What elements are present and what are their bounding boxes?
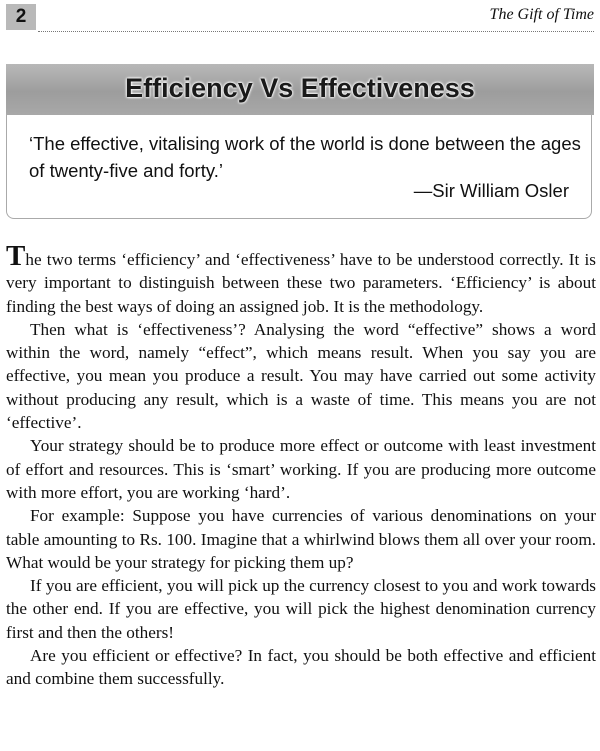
paragraph bbox=[6, 240, 596, 318]
book-title: The Gift of Time bbox=[489, 6, 594, 23]
quote-text: ‘The effective, vitalising work of the world is done between the ages of twenty-five and forty.’ bbox=[29, 133, 581, 181]
paragraph: Your strategy should be to produce more effect or outcome with least investment of effort and resources. This is ‘smart’ working. If you are producing more outcome with more effort, you are working ‘hard’. bbox=[6, 436, 596, 502]
paragraph: For example: Suppose you have currencies of various denominations on your table amounting to Rs. 100. Imagine that a whirlwind blows them all over your room. What would be your strategy for picking them up? bbox=[6, 506, 596, 572]
section-title: Efficiency Vs Effectiveness bbox=[125, 73, 475, 103]
header-divider bbox=[38, 31, 594, 32]
paragraph-text: he two terms ‘efficiency’ and ‘effectiveness’ have to be understood correctly. It is very important to distinguish between these two parameters. ‘Efficiency’ is about finding the best ways of doing an assigned job. It is the methodology. bbox=[6, 250, 596, 316]
paragraph: If you are efficient, you will pick up the currency closest to you and work towards the other end. If you are effective, you will pick the highest denomination currency first and then the others! bbox=[6, 576, 596, 642]
quote-author: —Sir William Osler bbox=[413, 180, 569, 201]
page-header bbox=[0, 0, 600, 32]
paragraph: Then what is ‘effectiveness’? Analysing the word “effective” shows a word within the word, namely “effect”, which means result. When you say you are effective, you mean you produce a result. You may have carried out some activity without producing any result, which is a waste of time. This means you are not ‘effective’. bbox=[6, 319, 596, 433]
section-banner bbox=[6, 64, 594, 115]
quote-box bbox=[6, 114, 592, 219]
page-number: 2 bbox=[6, 4, 36, 30]
paragraph: Are you efficient or effective? In fact, you should be both effective and efficient and combine them successfully. bbox=[6, 646, 596, 689]
drop-cap: T bbox=[6, 240, 26, 272]
body-text bbox=[6, 240, 596, 691]
